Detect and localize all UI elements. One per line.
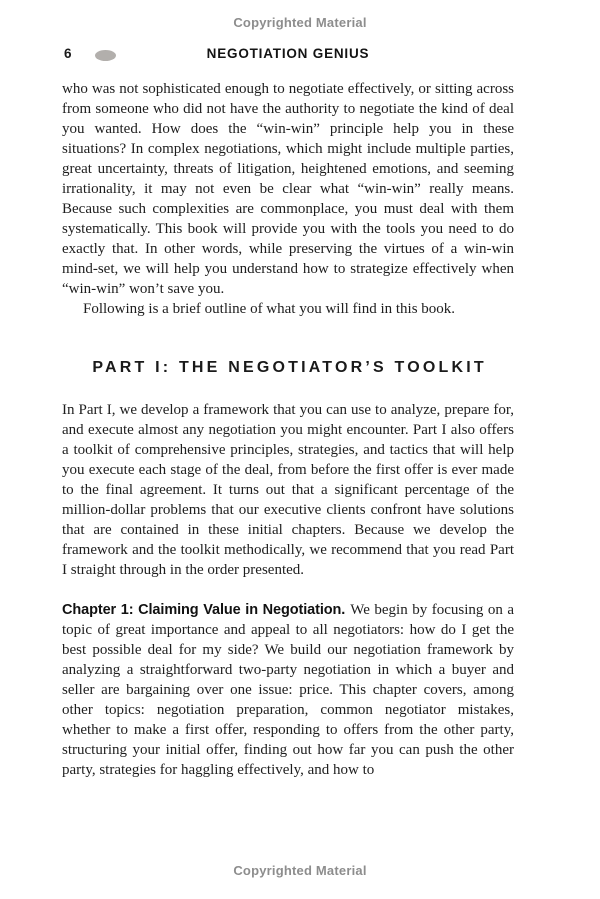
paragraph-outline-note: Following is a brief outline of what you will find in this book. <box>83 301 456 317</box>
chapter-1-heading-lead: Chapter 1: Claiming Value in Negotiation. <box>62 602 346 618</box>
book-title-running-head: NEGOTIATION GENIUS <box>206 45 370 62</box>
copyright-watermark-bottom: Copyrighted Material <box>233 863 367 878</box>
section-heading-part-1: PART I: THE NEGOTIATOR’S TOOLKIT <box>92 359 487 376</box>
paragraph-chapter-1-summary <box>62 600 514 780</box>
paragraph-intro-continuation: who was not sophisticated enough to negotiate effectively, or sitting across from someone who did not have the authority to negotiate the kind of deal you wanted. How does the “win-win” principle help you in these situations? In complex negotiations, which might include multiple parties, great uncertainty, threats of litigation, heightened emotions, and seeming irrationality, it may not even be clear what “win-win” really means. Because such complexities are commonplace, you must deal with them systematically. This book will provide you with the tools you need to do exactly that. In other words, while preserving the virtues of a win-win mind-set, we will help you understand how to strategize effectively when “win-win” won’t save you. <box>62 81 514 297</box>
running-header <box>62 46 514 64</box>
body-text-block <box>62 79 514 780</box>
copyright-watermark-top: Copyrighted Material <box>233 15 367 30</box>
page-number: 6 <box>64 46 72 61</box>
chapter-1-summary-text: We begin by focusing on a topic of great importance and appeal to all negotiators: how do I get the best possible deal for my side? We build our negotiation framework by analyzing a straightforward two-party negotiation in which a buyer and seller are bargaining over one issue: price. This chapter covers, among other topics: negotiation preparation, common negotiator mistakes, whether to make a first offer, responding to offers from the other party, structuring your initial offer, finding out how far you can push the other party, strategies for haggling effectively, and how to <box>62 602 514 778</box>
paragraph-part-1-overview: In Part I, we develop a framework that you can use to analyze, prepare for, and execute almost any negotiation you might encounter. Part I also offers a toolkit of comprehensive principles, strategies, and tactics that will help you execute each stage of the deal, from before the first offer is ever made to the final agreement. It turns out that a significant percentage of the million-dollar problems that our executive clients confront have solutions that are contained in these initial chapters. Because we develop the framework and the toolkit methodically, we recommend that you read Part I straight through in the order presented. <box>62 402 514 578</box>
